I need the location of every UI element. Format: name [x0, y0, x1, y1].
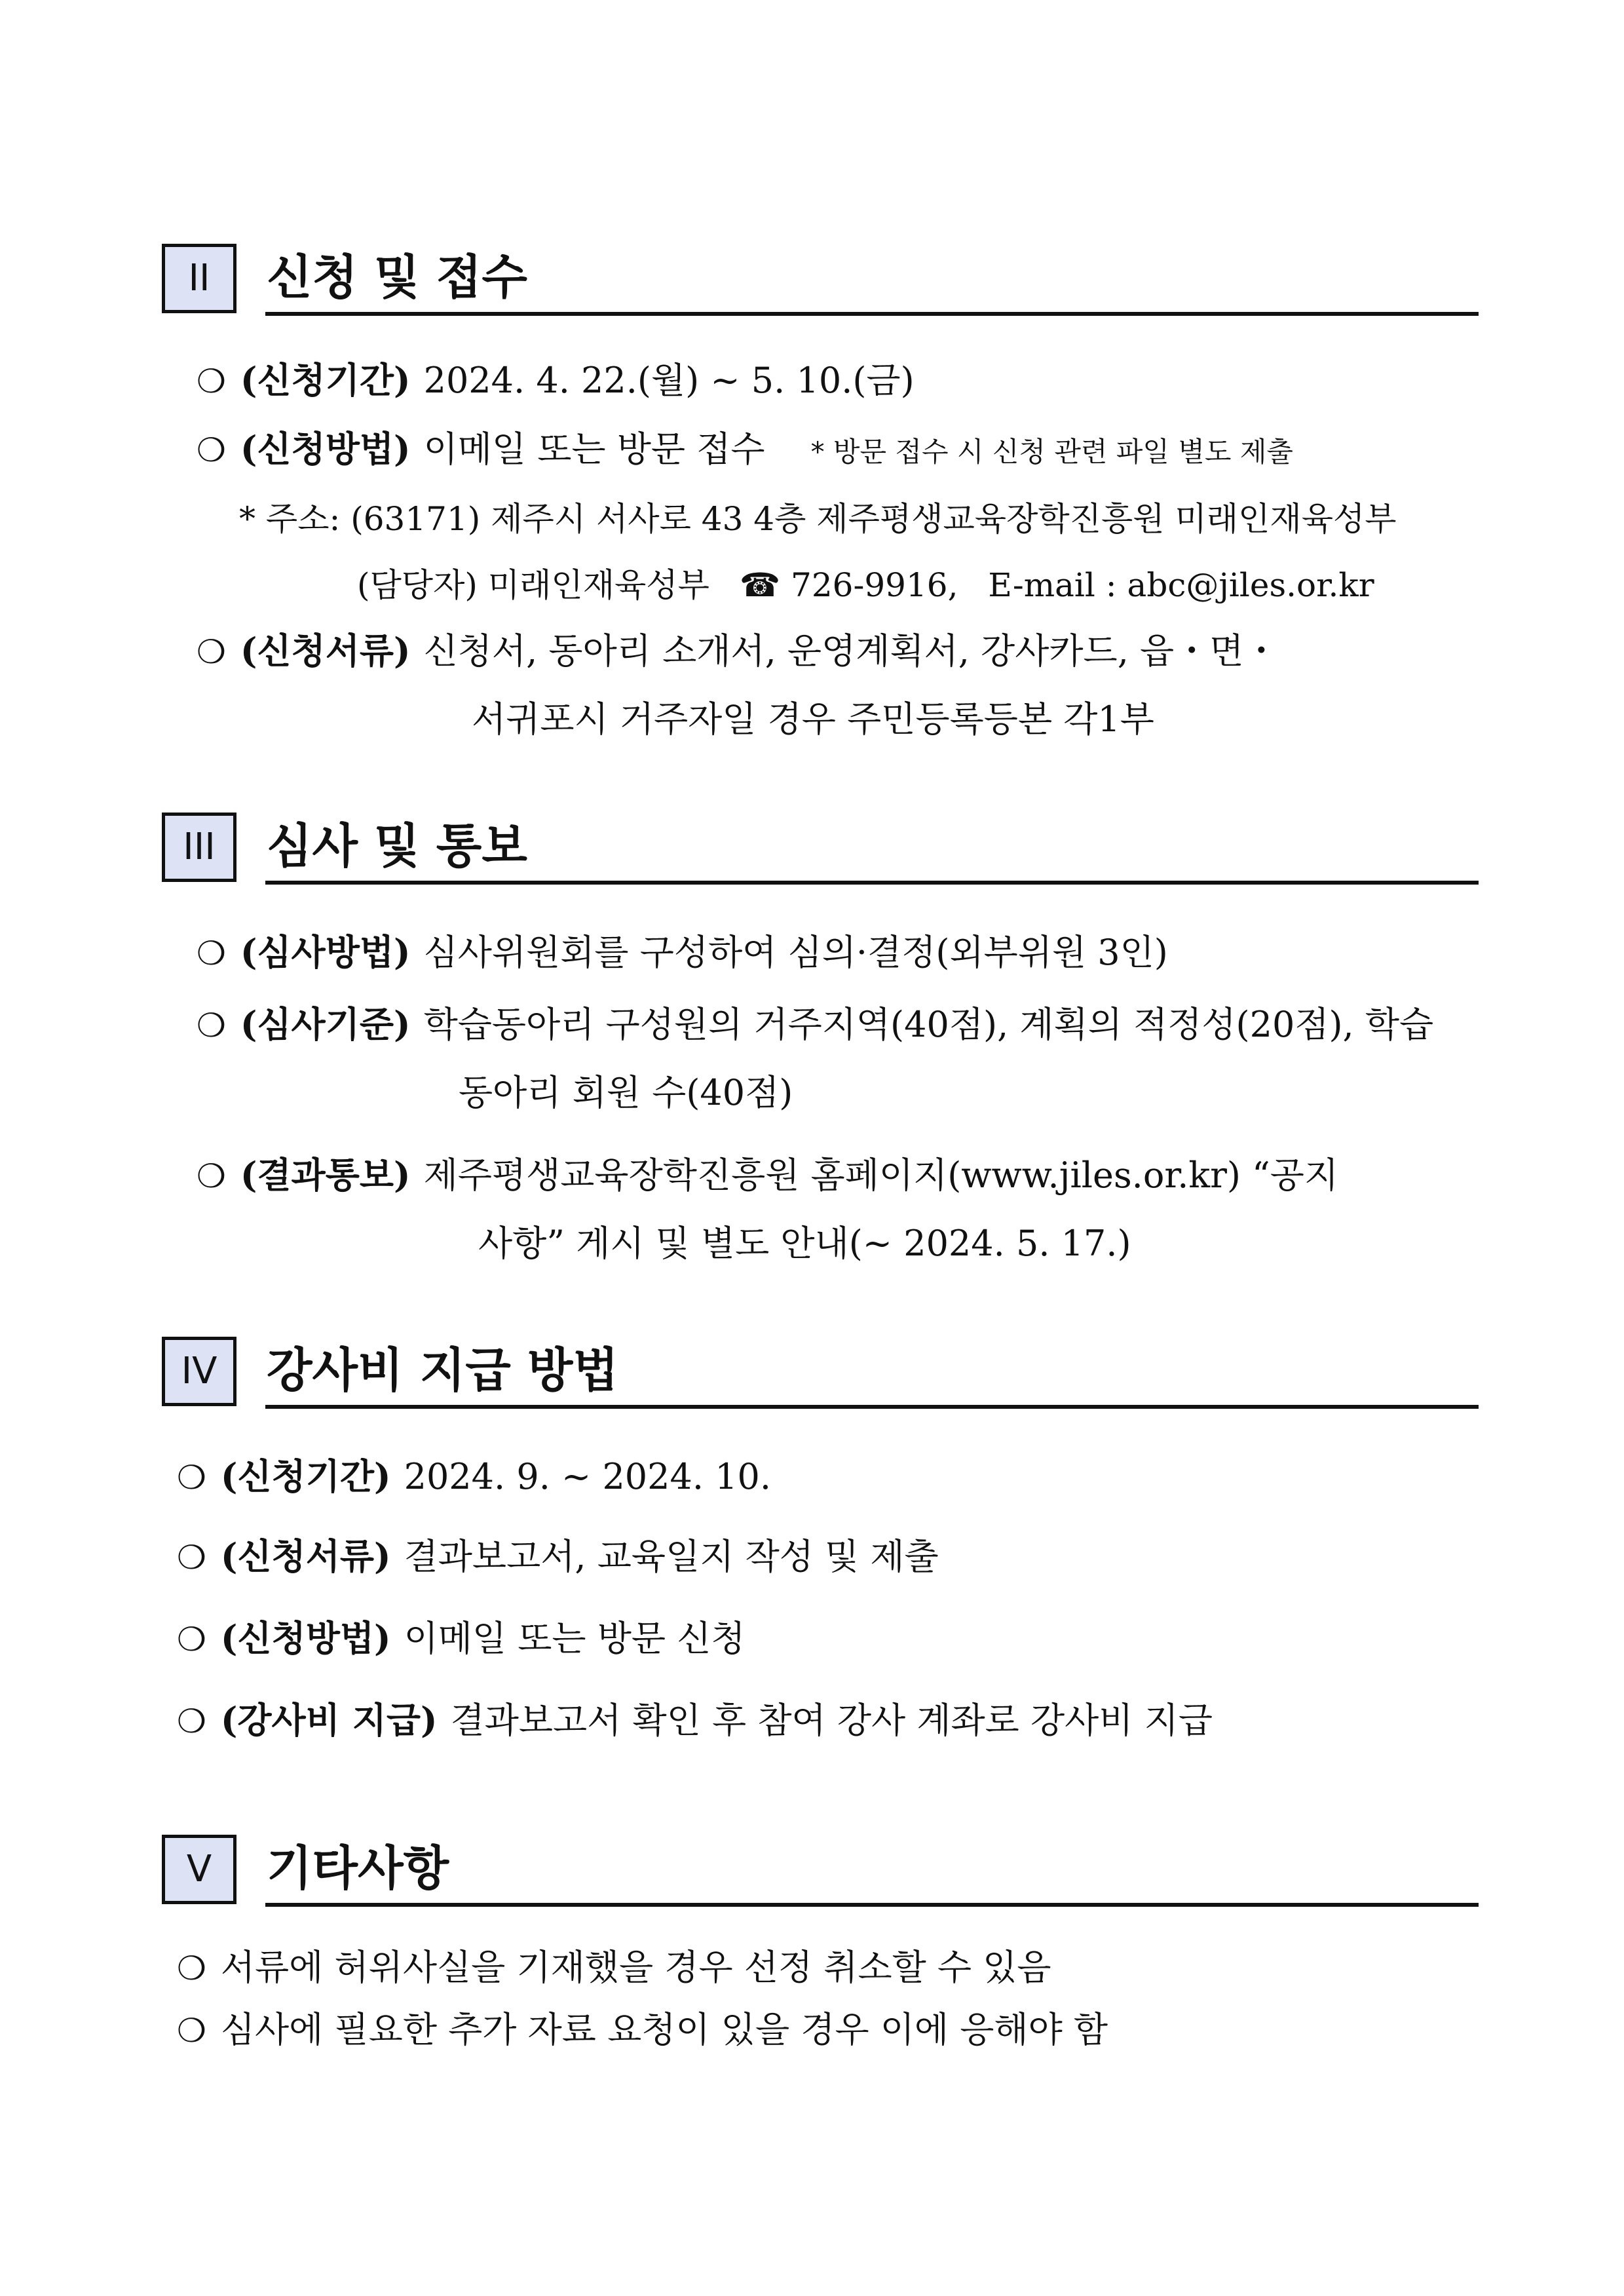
list-item	[177, 1453, 771, 1501]
item-text: 결과보고서 확인 후 참여 강사 계좌로 강사비 지급	[450, 1700, 1213, 1741]
section-number-box: IV	[162, 1337, 236, 1406]
phone-icon: ☎	[739, 566, 781, 604]
bullet-icon: ❍	[197, 1006, 226, 1044]
list-item	[177, 1615, 746, 1662]
item-label: (결과통보)	[240, 1154, 411, 1196]
item-continuation: 사항” 게시 및 별도 안내(~ 2024. 5. 17.)	[478, 1223, 1131, 1264]
item-text: 이메일 또는 방문 접수	[423, 429, 765, 470]
item-text: 2024. 4. 22.(월) ~ 5. 10.(금)	[423, 360, 915, 401]
section-header-4	[162, 1337, 1479, 1409]
list-item	[197, 1152, 1338, 1199]
item-label: (심사기준)	[240, 1003, 411, 1045]
section-rule	[265, 1405, 1479, 1409]
contact-email: E-mail : abc@jiles.or.kr	[988, 566, 1374, 604]
section-title: 신청 및 접수	[267, 250, 527, 305]
contact-person: (담당자) 미래인재육성부	[357, 566, 709, 604]
item-note: * 방문 접수 시 신청 관련 파일 별도 제출	[810, 436, 1293, 468]
item-label: (신청방법)	[220, 1617, 391, 1659]
item-text: 2024. 9. ~ 2024. 10.	[404, 1456, 772, 1497]
item-label: (신청기간)	[220, 1455, 391, 1497]
item-label: (신청기간)	[240, 359, 411, 401]
bullet-icon: ❍	[177, 1459, 206, 1497]
list-item	[177, 1697, 1213, 1744]
item-label: (심사방법)	[240, 931, 411, 973]
item-label: (강사비 지급)	[220, 1699, 438, 1741]
section-rule	[265, 881, 1479, 885]
list-item	[197, 628, 1279, 675]
list-item	[197, 929, 1168, 976]
section-title: 기타사항	[267, 1841, 449, 1896]
item-label: (신청서류)	[220, 1535, 391, 1577]
item-continuation: 서귀포시 거주자일 경우 주민등록등본 각1부	[472, 698, 1154, 740]
list-item	[177, 1533, 939, 1580]
item-text: 학습동아리 구성원의 거주지역(40점), 계획의 적정성(20점), 학습	[423, 1004, 1434, 1045]
item-text: 제주평생교육장학진흥원 홈페이지(www.jiles.or.kr) “공지	[423, 1155, 1339, 1196]
item-continuation: 동아리 회원 수(40점)	[459, 1072, 793, 1113]
bullet-icon: ❍	[177, 2012, 206, 2050]
item-text: 신청서, 동아리 소개서, 운영계획서, 강사카드, 읍・면・	[423, 630, 1279, 672]
item-text: 결과보고서, 교육일지 작성 및 제출	[404, 1536, 939, 1577]
list-item	[197, 426, 1293, 475]
bullet-icon: ❍	[197, 1157, 226, 1195]
item-text: 서류에 허위사실을 기재했을 경우 선정 취소할 수 있음	[220, 1947, 1051, 1988]
list-item	[197, 1001, 1433, 1048]
bullet-icon: ❍	[197, 362, 226, 400]
contact-line	[357, 562, 1374, 608]
section-number-box: II	[162, 244, 236, 313]
bullet-icon: ❍	[197, 934, 226, 972]
section-header-5	[162, 1835, 1479, 1907]
section-rule	[265, 1903, 1479, 1907]
bullet-icon: ❍	[177, 1702, 206, 1740]
bullet-icon: ❍	[177, 1620, 206, 1658]
item-text: 심사위원회를 구성하여 심의·결정(외부위원 3인)	[423, 932, 1168, 973]
section-header-2	[162, 244, 1479, 316]
address-line: * 주소: (63171) 제주시 서사로 43 4층 제주평생교육장학진흥원 미래인재육성부	[239, 500, 1397, 538]
item-text: 심사에 필요한 추가 자료 요청이 있을 경우 이에 응해야 함	[220, 2009, 1108, 2050]
list-item	[177, 1945, 1051, 1991]
section-title: 심사 및 통보	[267, 818, 527, 873]
section-number-box: V	[162, 1835, 236, 1904]
bullet-icon: ❍	[177, 1949, 206, 1987]
section-header-3	[162, 813, 1479, 885]
list-item	[197, 357, 915, 404]
item-label: (신청서류)	[240, 630, 411, 672]
section-rule	[265, 312, 1479, 316]
item-text: 이메일 또는 방문 신청	[404, 1618, 746, 1659]
item-label: (신청방법)	[240, 428, 411, 470]
bullet-icon: ❍	[177, 1539, 206, 1577]
section-number-box: III	[162, 813, 236, 882]
section-title: 강사비 지급 방법	[267, 1343, 618, 1398]
list-item	[177, 2007, 1108, 2054]
bullet-icon: ❍	[197, 431, 226, 469]
contact-phone: 726-9916,	[791, 566, 958, 604]
bullet-icon: ❍	[197, 633, 226, 671]
